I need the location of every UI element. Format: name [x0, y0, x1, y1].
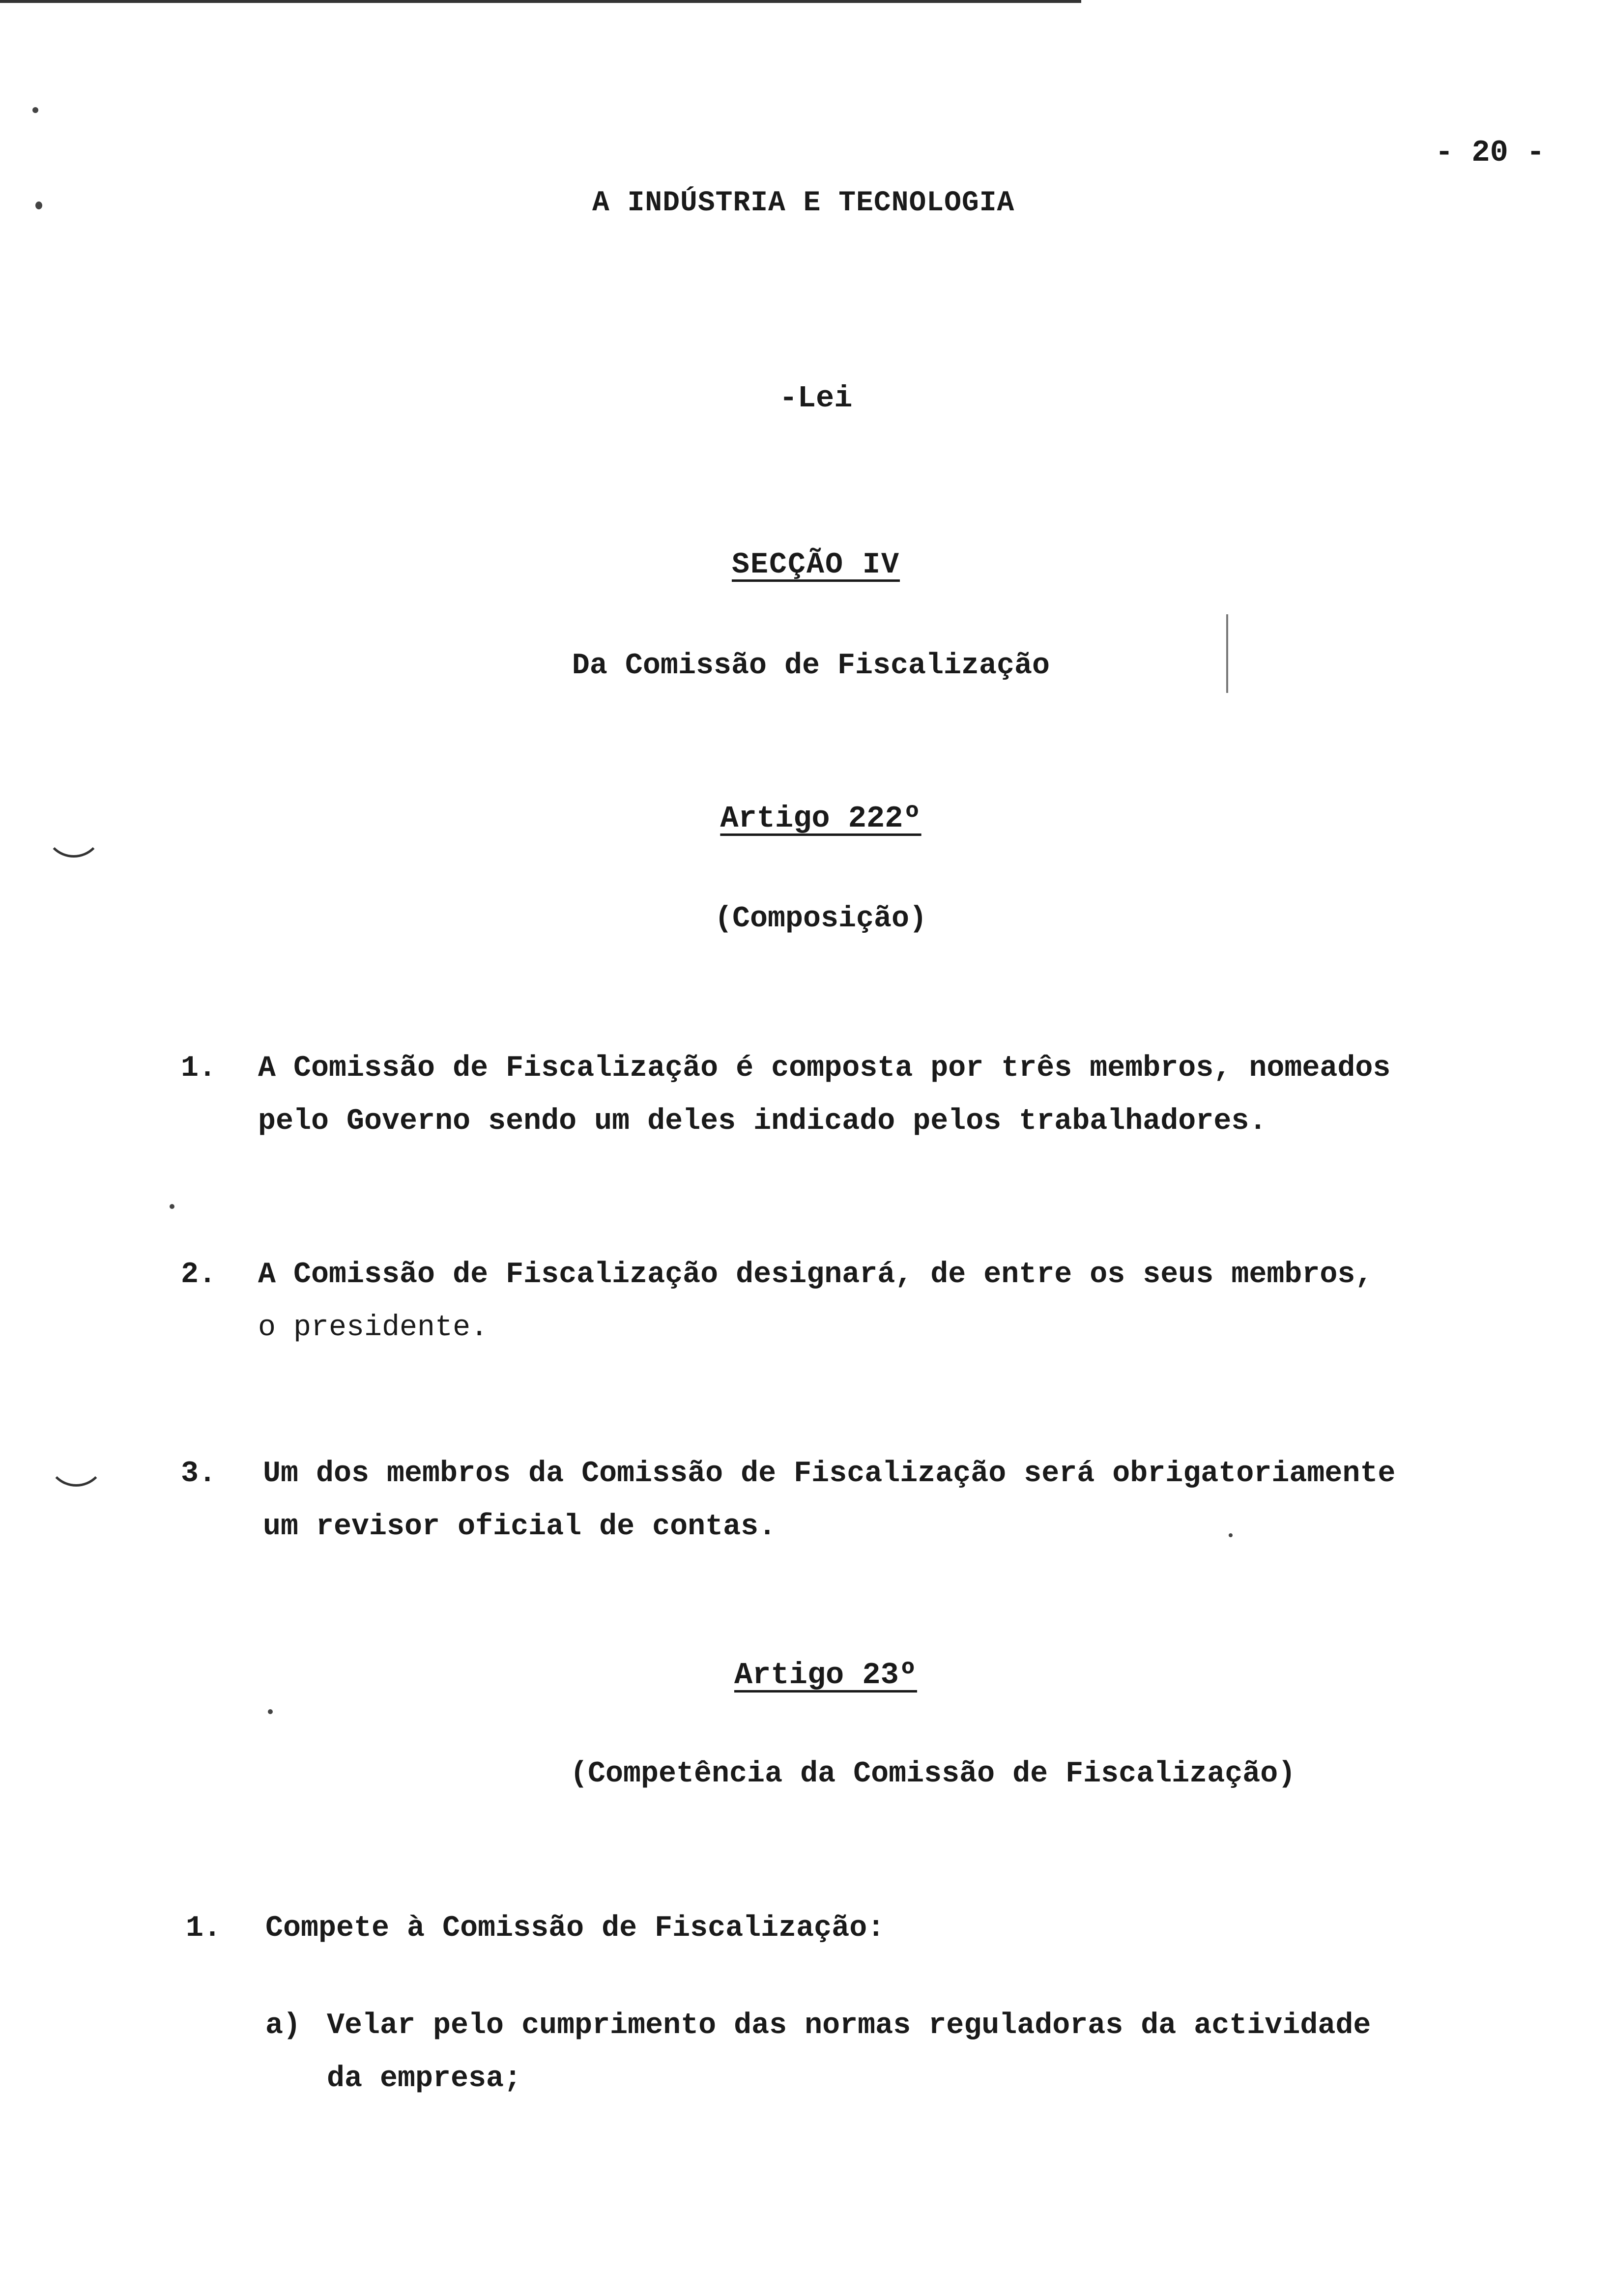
item-line-2: um revisor oficial de contas. — [263, 1510, 777, 1544]
top-rule — [0, 0, 1081, 3]
page-number: - 20 - — [1435, 135, 1545, 170]
item-line-1: Um dos membros da Comissão de Fiscalização será obrigatoriamente — [263, 1457, 1396, 1491]
section-title-text: SECÇÃO IV — [731, 548, 900, 582]
sub-item-line-2: da empresa; — [327, 2062, 522, 2095]
lei-heading: -Lei — [779, 381, 853, 416]
item-number: 1. — [186, 1912, 222, 1945]
item-text: Compete à Comissão de Fiscalização: — [265, 1912, 885, 1945]
punch-hole-mark — [47, 1450, 106, 1487]
item-line-1: A Comissão de Fiscalização designará, de entre os seus membros, — [258, 1258, 1373, 1292]
scan-speck — [35, 201, 42, 209]
item-line-2: pelo Governo sendo um deles indicado pelos trabalhadores. — [258, 1105, 1267, 1138]
section-title — [0, 550, 1612, 580]
article-22-title — [0, 801, 1612, 836]
punch-hole-mark — [44, 821, 103, 858]
article-22-subtitle: (Composição) — [714, 902, 927, 936]
article-22-title-text: Artigo 222º — [720, 801, 921, 836]
article-23-subtitle: (Competência da Comissão de Fiscalização) — [570, 1757, 1296, 1791]
scan-speck — [268, 1709, 273, 1714]
article-23-title — [0, 1660, 1612, 1691]
item-number: 1. — [181, 1052, 217, 1085]
running-header: A INDÚSTRIA E TECNOLOGIA — [592, 187, 1015, 219]
scan-speck — [170, 1204, 174, 1209]
sub-item-label: a) — [265, 2009, 301, 2042]
scan-line-mark — [1226, 614, 1228, 693]
item-line-1: A Comissão de Fiscalização é composta por três membros, nomeados — [258, 1052, 1391, 1085]
article-23-title-text: Artigo 23º — [734, 1658, 918, 1693]
item-number: 2. — [181, 1258, 217, 1292]
scan-speck — [32, 107, 38, 113]
sub-item-line-1: Velar pelo cumprimento das normas reguladoras da actividade — [327, 2009, 1371, 2042]
section-subtitle: Da Comissão de Fiscalização — [572, 649, 1050, 683]
scan-speck — [1229, 1533, 1233, 1537]
item-line-2: o presidente. — [258, 1311, 489, 1345]
item-number: 3. — [181, 1457, 217, 1491]
